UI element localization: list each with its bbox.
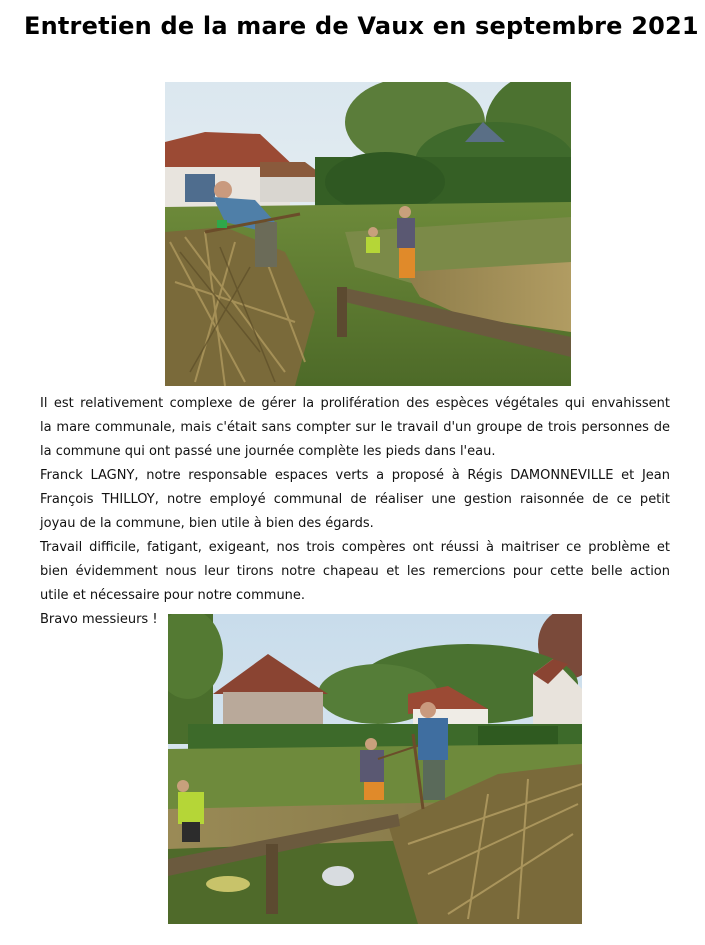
- article-line: Travail difficile, fatigant, exigeant, nos trois compères ont réussi à maitriser ce problème et: [40, 540, 670, 555]
- article-line: bien évidemment nous leur tirons notre chapeau et les remercions pour cette belle action: [40, 564, 670, 579]
- article-line: la commune qui ont passé une journée complète les pieds dans l'eau.: [40, 444, 496, 459]
- article-line: la mare communale, mais c'était sans compter sur le travail d'un groupe de trois personnes de: [40, 420, 670, 435]
- article-line: joyau de la commune, bien utile à bien des égards.: [40, 516, 374, 531]
- article-line: François THILLOY, notre employé communal de réaliser une gestion raisonnée de ce petit: [40, 492, 670, 507]
- article-line: Bravo messieurs !: [40, 612, 158, 627]
- article-line: utile et nécessaire pour notre commune.: [40, 588, 306, 603]
- article-body: [40, 392, 670, 632]
- page-title: Entretien de la mare de Vaux en septembre 2021: [24, 12, 699, 40]
- pond-cleaning-photo-2: [168, 614, 582, 924]
- article-line: Franck LAGNY, notre responsable espaces verts a proposé à Régis DAMONNEVILLE et Jean: [40, 468, 670, 483]
- article-line: Il est relativement complexe de gérer la prolifération des espèces végétales qui envahissent: [40, 396, 670, 411]
- pond-cleaning-photo-1: [165, 82, 571, 386]
